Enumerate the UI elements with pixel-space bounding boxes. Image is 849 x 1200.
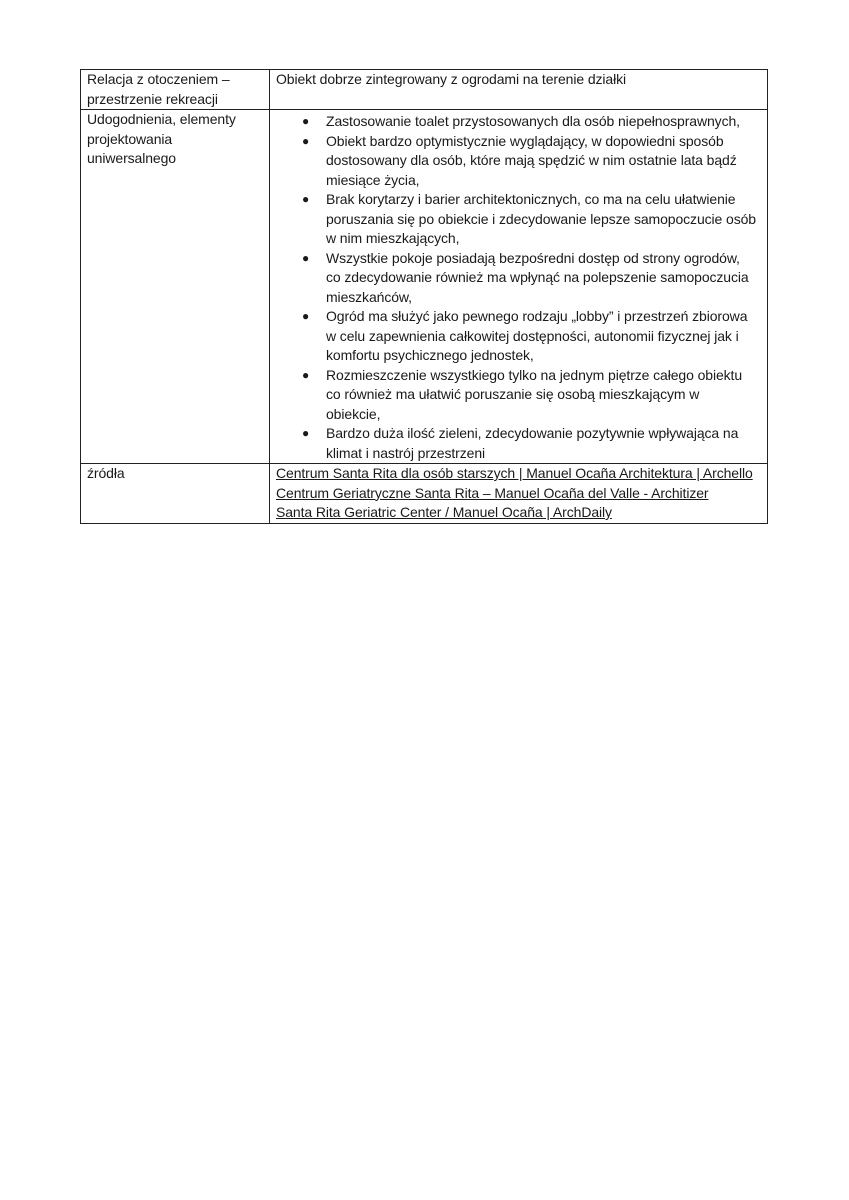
row-label: Udogodnienia, elementy projektowania uniwersalnego [81,110,270,464]
source-link-archdaily[interactable]: Santa Rita Geriatric Center / Manuel Ocaña | ArchDaily [276,504,612,520]
table-row [81,464,768,524]
info-table [80,69,768,524]
row-label: źródła [81,464,270,524]
list-item-text: Bardzo duża ilość zieleni, zdecydowanie pozytywnie wpływająca na klimat i nastrój przestrzeni [326,425,739,461]
list-item [276,249,761,308]
bullet-icon: ● [302,133,310,148]
list-item-text: Ogród ma służyć jako pewnego rodzaju „lobby” i przestrzeń zbiorowa w celu zapewnienia całkowitej dostępności, autonomii fizycznej jak i komfortu psychicznego jednostek, [326,308,748,363]
features-list [276,112,761,463]
list-item-text: Obiekt bardzo optymistycznie wyglądający, w dopowiedni sposób dostosowany dla osób, które mają spędzić w nim ostatnie lata bądź miesiące życia, [326,132,737,188]
source-link-architizer[interactable]: Centrum Geriatryczne Santa Rita – Manuel Ocaña del Valle - Architizer [276,484,709,501]
source-link-archello[interactable]: Centrum Santa Rita dla osób starszych | Manuel Ocaña Architektura | Archello [276,465,753,481]
table-row [81,110,768,464]
bullet-icon: ● [302,250,310,265]
list-item-text: Brak korytarzy i barier architektonicznych, co ma na celu ułatwienie poruszania się po obiekcie i zdecydowanie lepsze samopoczucie osób w nim mieszkających, [326,191,756,246]
list-item [276,424,761,463]
bullet-icon: ● [302,114,310,128]
sources-cell [270,464,768,524]
bullet-icon: ● [302,426,310,440]
list-item-text: Rozmieszczenie wszystkiego tylko na jednym piętrze całego obiektu co również ma ułatwić poruszanie się osobą mieszkającym w obiekcie, [326,366,743,422]
list-item [276,307,761,366]
row-content: Obiekt dobrze zintegrowany z ogrodami na terenie działki [270,70,768,110]
list-item [276,366,761,425]
list-item [276,190,761,249]
list-item-text: Wszystkie pokoje posiadają bezpośredni dostęp od strony ogrodów, co zdecydowanie również ma wpłynąć na polepszenie samopoczucia mieszkańców, [326,249,749,305]
bullet-icon: ● [302,367,310,382]
list-item [276,132,761,191]
bullet-icon: ● [302,309,310,323]
bullet-icon: ● [302,192,310,206]
table-row [81,70,768,110]
list-item-text: Zastosowanie toalet przystosowanych dla osób niepełnosprawnych, [326,113,740,129]
row-label: Relacja z otoczeniem – przestrzenie rekreacji [81,70,270,110]
row-content [270,110,768,464]
list-item [276,112,761,132]
